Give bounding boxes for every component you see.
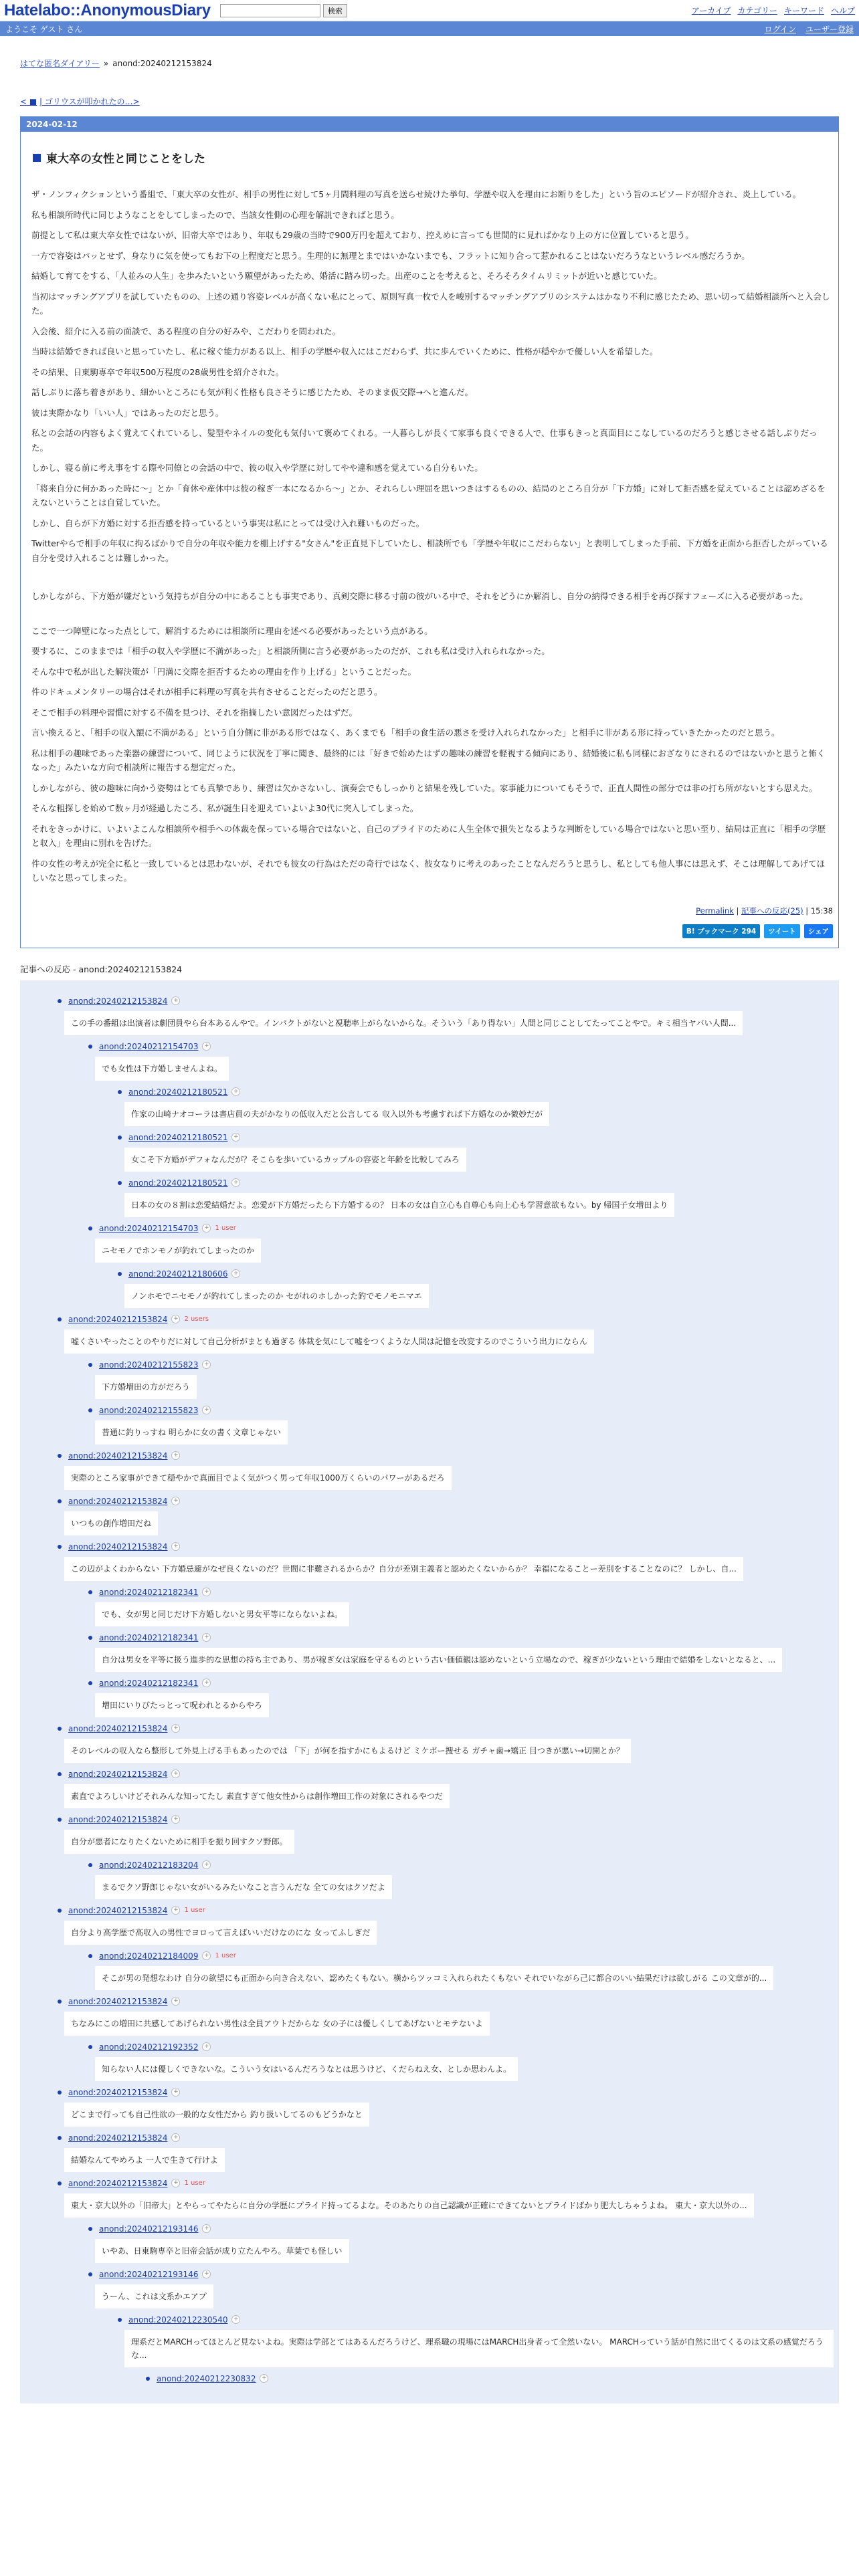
reaction-meta <box>146 2374 834 2383</box>
reaction-item <box>88 1224 834 1263</box>
breadcrumb <box>20 58 839 69</box>
bullet-icon <box>58 1909 62 1913</box>
reaction-meta <box>88 2270 834 2279</box>
reaction-excerpt: ノンホモでニセモノが釣れてしまったのか セがれのホしかった釣でモノモニマエ <box>124 1284 429 1308</box>
bullet-icon <box>88 2045 92 2049</box>
reaction-link[interactable]: anond:20240212154703 <box>99 1041 199 1051</box>
reaction-meta <box>58 1542 834 1551</box>
bullet-icon <box>118 1181 122 1185</box>
prev-link[interactable]: < ■ <box>20 97 37 106</box>
entry-paragraph: 前提として私は東大卒女性ではないが、旧帝大卒ではあり、年収も29歳の当時で900万円を超えており、控えめに言っても世間的に見ればかなり上の方に位置していると思う。 <box>31 230 694 240</box>
reaction-excerpt: 実際のところ家事ができて穏やかで真面目でよく気がつく男って年収1000万くらいのパワーがあるだろ <box>64 1466 452 1490</box>
reaction-link[interactable]: anond:20240212182341 <box>99 1587 199 1597</box>
entry-paragraph: その結果、日東駒専卒で年収500万程度の28歳男性を紹介された。 <box>31 366 284 377</box>
add-star-icon[interactable]: + <box>171 2088 180 2097</box>
entry-footer: Permalink | 記事への反応(25) | 15:38 <box>696 905 833 916</box>
reaction-meta <box>88 2224 834 2234</box>
reaction-excerpt: ちなみにこの増田に共感してあげられない男性は全員アウトだからな 女の子には優しくしてあげないとモテないよ <box>64 2012 490 2036</box>
bullet-icon <box>118 1272 122 1276</box>
entry-paragraph: そんな粗探しを始めて数ヶ月が経過したころ、私が誕生日を迎えていよいよ30代に突入してしまった。 <box>31 803 419 813</box>
bullet-icon <box>58 2000 62 2004</box>
reaction-excerpt: この辺がよくわからない 下方婚忌避がなぜ良くないのだ？世間に非難されるからか？自分が差別主義者と認めたくないからか？ 幸福になることー差別をすることなのに？ しかし、自... <box>64 1557 743 1581</box>
entry-paragraph: 入会後、紹介に入る前の面談で、ある程度の自分の好みや、こだわりを問われた。 <box>31 326 341 336</box>
bullet-icon <box>58 1772 62 1776</box>
reaction-meta <box>88 1406 834 1415</box>
reaction-link[interactable]: anond:20240212153824 <box>68 2178 168 2188</box>
reaction-meta <box>58 1451 834 1461</box>
reaction-item <box>58 1769 834 1808</box>
reaction-link[interactable]: anond:20240212153824 <box>68 1451 168 1461</box>
user-count-badge[interactable]: 1 user <box>184 1907 205 1914</box>
add-star-icon[interactable]: + <box>202 1588 211 1596</box>
add-star-icon[interactable]: + <box>171 1497 180 1505</box>
add-star-icon[interactable]: + <box>202 1951 211 1960</box>
reaction-link[interactable]: anond:20240212153824 <box>68 1314 168 1324</box>
breadcrumb-current: anond:20240212153824 <box>112 59 212 68</box>
reaction-excerpt: そこが男の発想なわけ 自分の欲望にも正面から向き合えない、認めたくもない。横からツッコミ入れられたくもない それでいながら己に都合のいい結果だけは欲しがる この文章が的... <box>95 1966 773 1990</box>
user-count-badge[interactable]: 1 user <box>184 2179 205 2187</box>
reaction-excerpt: ニセモノでホンモノが釣れてしまったのか <box>95 1239 261 1263</box>
reaction-item <box>58 1724 834 1763</box>
search-input[interactable] <box>220 4 320 17</box>
reaction-meta <box>58 996 834 1006</box>
breadcrumb-separator: » <box>103 59 109 68</box>
add-star-icon[interactable]: + <box>202 2270 211 2278</box>
reaction-link[interactable]: anond:20240212192352 <box>99 2042 199 2052</box>
reaction-link[interactable]: anond:20240212180521 <box>128 1178 228 1188</box>
bullet-icon <box>58 2090 62 2095</box>
reaction-meta <box>58 1815 834 1824</box>
reaction-meta <box>88 1951 834 1961</box>
add-star-icon[interactable]: + <box>171 1724 180 1733</box>
reaction-link[interactable]: anond:20240212184009 <box>99 1951 199 1961</box>
reaction-excerpt: 嘘くさいやったことのやりだに対して自己分析がまとも過ぎる 体裁を気にして嘘をつくような人間は記憶を改変するのでこういう出力にならん <box>64 1329 594 1354</box>
add-star-icon[interactable]: + <box>202 1860 211 1869</box>
reaction-excerpt: 知らない人には優しくできないな。こういう女はいるんだろうなとは思うけど、くだらねえ女、としか思わんよ。 <box>95 2057 518 2081</box>
reaction-meta <box>88 1860 834 1870</box>
reaction-item <box>58 2133 834 2172</box>
entry-paragraph: 「将来自分に何かあった時に〜」とか「育休や産休中は彼の稼ぎ一本になるから〜」とか、それらしい理屈を思いつきはするものの、結局のところ自分が「下方婚」に対して拒否感を覚えていることは認めざるをえないということは自覚していた。 <box>31 483 826 508</box>
bullet-icon <box>58 999 62 1003</box>
bullet-icon <box>58 1499 62 1503</box>
reaction-excerpt: 増田にいりびたっとって呪われとるからやろ <box>95 1693 269 1717</box>
add-star-icon[interactable]: + <box>171 2133 180 2142</box>
reaction-link[interactable]: anond:20240212153824 <box>68 2133 168 2143</box>
reaction-excerpt: 自分が悪者になりたくないために相手を振り回すクソ野郎。 <box>64 1830 294 1854</box>
reaction-excerpt: この手の番組は出演者は劇団員やら台本あるんやで。インパクトがないと視聴率上がらないからな。そういう「あり得ない」人間と同じことしてたってことやで。キミ相当ヤバい人間... <box>64 1011 743 1035</box>
entry-paragraph: 話しぶりに落ち着きがあり、細かいところにも気が利く性格も良さそうに感じたため、そのまま仮交際→へと進んだ。 <box>31 387 473 397</box>
add-star-icon[interactable]: + <box>202 1042 211 1051</box>
reaction-item <box>118 1087 834 1126</box>
reaction-link[interactable]: anond:20240212154703 <box>99 1223 199 1233</box>
add-star-icon[interactable]: + <box>231 2315 240 2324</box>
entry-paragraph: 結婚して育てをする、「人並みの人生」を歩みたいという願望があったため、婚活に踏み切った。出産のことを考えると、そろそろタイムリミットが近いと感じていた。 <box>31 271 662 281</box>
entry-paragraph: 私との会話の内容もよく覚えてくれているし、髪型やネイルの変化も気付いて褒めてくれる。一人暮らしが長くて家事も良くできる人で、仕事もきっと真面目にこなしているのだろうと感じさせる話しぶりだった。 <box>31 428 818 453</box>
reaction-item <box>58 1497 834 1535</box>
reaction-item <box>88 1951 834 1990</box>
title-square-icon <box>33 154 41 162</box>
nav-archive[interactable]: アーカイブ <box>691 6 731 15</box>
reaction-item <box>118 1133 834 1172</box>
entry-paragraph: 一方で容姿はパッとせず、身なりに気を使ってもお下の上程度だと思う。生理的に無理とまではいかないまでも、フラットに知り合って惹かれることはないだろうなというレベル感だろうか。 <box>31 250 750 261</box>
bullet-icon <box>88 1590 92 1594</box>
bullet-icon <box>88 1408 92 1412</box>
reaction-item <box>88 1860 834 1899</box>
reaction-item <box>58 1997 834 2036</box>
reaction-link[interactable]: anond:20240212153824 <box>68 1996 168 2006</box>
reaction-meta <box>118 1087 834 1097</box>
reaction-item <box>146 2374 834 2383</box>
entry-title[interactable] <box>33 149 833 166</box>
bullet-icon <box>58 1317 62 1321</box>
reaction-excerpt: いつもの創作増田だね <box>64 1511 158 1535</box>
entry-time: 15:38 <box>810 905 833 916</box>
reaction-item <box>58 1315 834 1354</box>
bullet-icon <box>88 1226 92 1230</box>
add-star-icon[interactable]: + <box>171 2179 180 2187</box>
add-star-icon[interactable]: + <box>202 1224 211 1232</box>
entry-paragraph: 件のドキュメンタリーの場合はそれが相手に料理の写真を共有させることだったのだと思う。 <box>31 687 383 697</box>
bullet-icon <box>146 2377 150 2381</box>
entry-paragraph: ここで一つ障壁になった点として、解消するためには相談所に理由を述べる必要があったという点がある。 <box>31 625 433 636</box>
add-star-icon[interactable]: + <box>171 1997 180 2006</box>
bullet-icon <box>88 1681 92 1685</box>
bullet-icon <box>88 1863 92 1867</box>
login-link[interactable]: ログイン <box>764 24 796 34</box>
reaction-excerpt: 下方婚増田の方がだろう <box>95 1375 197 1399</box>
add-star-icon[interactable]: + <box>231 1269 240 1278</box>
reaction-item <box>58 1815 834 1854</box>
reaction-link[interactable]: anond:20240212155823 <box>99 1360 199 1370</box>
tweet-button[interactable]: ツイート <box>764 924 799 938</box>
reaction-meta <box>58 1724 834 1733</box>
reaction-link[interactable]: anond:20240212230540 <box>128 2315 228 2325</box>
reaction-item <box>88 1406 834 1444</box>
reaction-item <box>58 2088 834 2127</box>
bullet-icon <box>88 1636 92 1640</box>
reactions-tree <box>20 980 839 2403</box>
reaction-link[interactable]: anond:20240212153824 <box>68 1905 168 1915</box>
nav-help[interactable]: ヘルプ <box>830 6 855 15</box>
entry-body <box>21 132 838 948</box>
bullet-icon <box>88 2227 92 2231</box>
bullet-icon <box>88 1363 92 1367</box>
next-link[interactable]: | ゴリウスが叩かれたの…> <box>39 97 140 106</box>
reaction-meta <box>88 1679 834 1688</box>
reaction-item <box>88 1633 834 1672</box>
reaction-excerpt: いやあ、日東駒専卒と旧帝会話が成り立たんやろ。草葉でも怪しい <box>95 2239 349 2263</box>
reaction-item <box>88 1360 834 1399</box>
entry-paragraph: そこで相手の料理や習慣に対する不備を見つけ、それを指摘したい意図だったはずだ。 <box>31 707 358 718</box>
breadcrumb-home[interactable]: はてな匿名ダイアリー <box>20 59 100 68</box>
nav-category[interactable]: カテゴリー <box>737 6 777 15</box>
prev-next-nav <box>20 96 839 107</box>
entry-paragraph: しかし、寝る前に考え事をする際や同僚との会話の中で、彼の収入や学歴に対してやや違和感を覚えている自分もいた。 <box>31 463 483 473</box>
entry-paragraph: 彼は実際かなり「いい人」ではあったのだと思う。 <box>31 407 224 418</box>
share-buttons <box>26 924 833 941</box>
reaction-excerpt: 自分は男女を平等に扱う進歩的な思想の持ち主であり、男が稼ぎ女は家庭を守るものという古い価値観は認めないという立場なので、稼ぎが少ないという理由で結婚をしないとなると、... <box>95 1648 782 1672</box>
reaction-meta <box>88 1633 834 1642</box>
reaction-link[interactable]: anond:20240212153824 <box>68 996 168 1006</box>
add-star-icon[interactable]: + <box>231 1087 240 1096</box>
bullet-icon <box>58 2136 62 2140</box>
reaction-excerpt: でも、女が男と同じだけ下方婚しないと男女平等にならないよね。 <box>95 1602 349 1626</box>
entry-paragraph: しかし、自らが下方婚に対する拒否感を持っているという事実は私にとっては受け入れ難いものだった。 <box>31 518 425 528</box>
reaction-link[interactable]: anond:20240212193146 <box>99 2224 199 2234</box>
reaction-meta <box>88 1224 834 1233</box>
main-content <box>0 58 859 2403</box>
user-count-badge[interactable]: 1 user <box>215 1224 236 1232</box>
entry-paragraph: 当時は結婚できれば良いと思っていたし、私に稼ぐ能力がある以上、相手の学歴や収入にはこだわらず、共に歩んでいくために、性格が穏やかで優しい人を希望した。 <box>31 346 658 356</box>
reaction-excerpt: 素直でよろしいけどそれみんな知ってたし 素直すぎて他女性からは創作増田工作の対象にされるやつだ <box>64 1784 450 1808</box>
bullet-icon <box>58 1727 62 1731</box>
bullet-icon <box>88 1045 92 1049</box>
entry-paragraph: 言い換えると、「相手の収入額に不満がある」という自分側に非がある形ではなく、あくまでも「相手の食生活の悪さを受け入れられなかった」と相手に非がある形に持っていきたかったのだと思う。 <box>31 728 780 738</box>
reaction-excerpt: 東大・京大以外の「旧帝大」とやらってやたらに自分の学歴にプライド持ってるよな。そのあたりの自己認識が正確にできてないとプライドばかり肥大しちゃうよね。 東大・京大以外の... <box>64 2193 754 2218</box>
entry-paragraph: 私は相手の趣味であった楽器の練習について、同じように状況を丁寧に聞き、最終的には「好きで始めたはずの趣味の練習を軽視する傾向にあり、結婚後に私も同様におざなりにされるのではないかと思うと怖くなった」みたいな方向で相談所に報告する想定だった。 <box>31 748 826 772</box>
bullet-icon <box>58 1454 62 1458</box>
add-star-icon[interactable]: + <box>202 1406 211 1414</box>
reaction-excerpt: 自分より高学歴で高収入の男性でヨロって言えばいいだけなのにな 女ってふしぎだ <box>64 1921 377 1945</box>
reaction-link[interactable]: anond:20240212180521 <box>128 1087 228 1097</box>
entry-paragraph: それをきっかけに、いよいよこんな相談所や相手への体裁を保っている場合ではないと、自己のプライドのために人生全体で損失となるような判断をしている場合ではないと思い至り、結局は正直に「相手の学歴と収入」を理由に別れを告げた。 <box>31 823 826 848</box>
reaction-meta <box>88 1588 834 1597</box>
reaction-item <box>58 996 834 1035</box>
reaction-link[interactable]: anond:20240212153824 <box>68 1496 168 1506</box>
reaction-excerpt: 作家の山崎ナオコーラは書店員の夫がかなりの低収入だと公言してる 収入以外も考慮すれば下方婚なのか微妙だが <box>124 1102 549 1126</box>
reaction-item <box>88 1588 834 1626</box>
reaction-meta <box>58 1497 834 1506</box>
bullet-icon <box>88 1954 92 1958</box>
reaction-meta <box>118 1269 834 1279</box>
reaction-link[interactable]: anond:20240212180606 <box>128 1269 228 1279</box>
reaction-meta <box>58 1906 834 1915</box>
bullet-icon <box>58 1545 62 1549</box>
add-star-icon[interactable]: + <box>231 1133 240 1142</box>
reaction-item <box>118 1269 834 1308</box>
reaction-item <box>88 2042 834 2081</box>
permalink-link[interactable]: Permalink <box>696 905 734 916</box>
reaction-item <box>58 1542 834 1581</box>
facebook-share-button[interactable]: シェア <box>804 924 833 938</box>
hatena-bookmark-button[interactable]: B! ブックマーク 294 <box>682 924 760 938</box>
entry-title-text: 東大卒の女性と同じことをした <box>46 152 205 166</box>
add-star-icon[interactable]: + <box>202 1633 211 1642</box>
entry-paragraph: 当初はマッチングアプリを試していたものの、上述の通り容姿レベルが高くない私にとって、原則写真一枚で人を峻別するマッチングアプリのシステムはかなり不利に感じたため、思い切って結婚相談所へと入会した。 <box>31 291 830 316</box>
reaction-excerpt: そのレベルの収入なら整形して外見上げる手もあったのでは 「下」が何を指すかにもよるけど ミケポー捜せる ガチャ歯→矯正 目つきが悪い→切開とか？ <box>64 1739 631 1763</box>
reaction-meta <box>118 1133 834 1142</box>
add-star-icon[interactable]: + <box>171 1451 180 1460</box>
entry-paragraph: Twitterやらで相手の年収に拘るばかりで自分の年収や能力を棚上げする"女さん"を正直見下していたし、相談所でも「学歴や年収にこだわらない」と表明してしまった手前、下方婚を正面から拒否したがっている自分を受け入れることは難しかった。 <box>31 538 828 563</box>
reactions-link[interactable]: 記事への反応(25) <box>741 905 803 916</box>
reaction-excerpt: 理系だとMARCHってほとんど見ないよね。実際は学部とてはあるんだろうけど、理系職の現場にはMARCH出身者って全然いない。 MARCHっていう話が自然に出てくるのは文系の感覚だろうな... <box>124 2330 834 2367</box>
bullet-icon <box>58 2181 62 2185</box>
reaction-excerpt: 結婚なんてやめろよ 一人で生きて行けよ <box>64 2148 225 2172</box>
reaction-excerpt: でも女性は下方婚しませんよね。 <box>95 1057 229 1081</box>
reaction-link[interactable]: anond:20240212180521 <box>128 1132 228 1142</box>
bullet-icon <box>118 1136 122 1140</box>
reaction-excerpt: まるでクソ野郎じゃない女がいるみたいなこと言うんだな 全ての女はクソだよ <box>95 1875 392 1899</box>
reaction-meta <box>58 1769 834 1779</box>
nav-keyword[interactable]: キーワード <box>783 6 824 15</box>
reaction-item <box>118 2315 834 2367</box>
reaction-link[interactable]: anond:20240212153824 <box>68 1541 168 1551</box>
reaction-link[interactable]: anond:20240212182341 <box>99 1678 199 1688</box>
reaction-link[interactable]: anond:20240212153824 <box>68 1723 168 1733</box>
bullet-icon <box>58 1818 62 1822</box>
reaction-meta <box>58 2133 834 2143</box>
reaction-meta <box>88 1360 834 1370</box>
user-bar <box>0 21 859 36</box>
entry-paragraph: 私も相談所時代に同じようなことをしてしまったので、当該女性側の心理を解説できればと思う。 <box>31 209 399 220</box>
reaction-meta <box>58 2179 834 2188</box>
reaction-excerpt: うーん、これは文系かエアプ <box>95 2284 213 2309</box>
add-star-icon[interactable]: + <box>171 1769 180 1778</box>
top-bar <box>0 0 859 21</box>
add-star-icon[interactable]: + <box>231 1178 240 1187</box>
entry-paragraph: しかしながら、彼の趣味に向かう姿勢はとても真摯であり、練習は欠かさないし、演奏会でもしっかりと結果を残していた。家事能力についてもそうで、正直人間性の部分では非の打ち所がないとすら思えた。 <box>31 782 818 793</box>
reaction-meta <box>118 2315 834 2325</box>
reaction-item <box>118 1178 834 1217</box>
reaction-item <box>58 1906 834 1945</box>
bullet-icon <box>88 2272 92 2276</box>
reaction-meta <box>118 1178 834 1188</box>
greeting-text: ようこそ ゲスト さん <box>5 24 83 34</box>
add-star-icon[interactable]: + <box>202 2042 211 2051</box>
reaction-excerpt: 普通に釣りっすね 明らかに女の書く文章じゃない <box>95 1420 288 1444</box>
entry-paragraph: そんな中で私が出した解決策が「円満に交際を拒否するための理由を作り上げる」ということだった。 <box>31 666 417 677</box>
reaction-item <box>88 2270 834 2309</box>
reaction-excerpt: 日本の女の８割は恋愛結婚だよ。恋愛が下方婚だったら下方婚するの？ 日本の女は自立心も自尊心も向上心も学習意欲もない。by 帰国子女増田より <box>124 1193 674 1217</box>
reactions-heading: 記事への反応 - anond:20240212153824 <box>20 964 183 974</box>
reaction-meta <box>88 1042 834 1051</box>
reaction-link[interactable]: anond:20240212153824 <box>68 1769 168 1779</box>
reaction-link[interactable]: anond:20240212230832 <box>157 2373 256 2383</box>
add-star-icon[interactable]: + <box>171 996 180 1005</box>
entry-paragraphs <box>26 187 833 885</box>
add-star-icon[interactable]: + <box>171 1815 180 1824</box>
add-star-icon[interactable]: + <box>202 2224 211 2233</box>
reaction-meta <box>58 2088 834 2097</box>
reaction-excerpt: 女こそ下方婚がデフォなんだが？そこらを歩いているカップルの容姿と年齢を比較してみろ <box>124 1148 466 1172</box>
add-star-icon[interactable]: + <box>171 1542 180 1551</box>
register-link[interactable]: ユーザー登録 <box>805 24 854 34</box>
reaction-meta <box>58 1315 834 1324</box>
add-star-icon[interactable]: + <box>171 1315 180 1323</box>
diary-entry <box>20 116 839 948</box>
site-logo[interactable]: Hatelabo::AnonymousDiary <box>4 1 211 19</box>
entry-paragraph: 要するに、このままでは「相手の収入や学歴に不満があった」と相談所側に言う必要があったのだが、これも私は受け入れられなかった。 <box>31 646 550 656</box>
entry-date: 2024-02-12 <box>21 117 838 132</box>
reaction-link[interactable]: anond:20240212182341 <box>99 1632 199 1642</box>
search-button[interactable]: 検索 <box>323 4 347 17</box>
bullet-icon <box>118 1090 122 1094</box>
reaction-excerpt: どこまで行っても自己性欲の一般的な女性だから 釣り扱いしてるのもどうかなと <box>64 2103 369 2127</box>
reaction-meta <box>88 2042 834 2052</box>
reaction-link[interactable]: anond:20240212193146 <box>99 2269 199 2279</box>
user-count-badge[interactable]: 2 users <box>184 1315 209 1323</box>
add-star-icon[interactable]: + <box>171 1906 180 1915</box>
top-nav <box>692 5 855 16</box>
entry-paragraph: しかしながら、下方婚が嫌だという気持ちが自分の中にあることも事実であり、真剣交際に移る寸前の彼がいる中で、それをどうにか解消し、自分の納得できる相手を再び探すフェーズに入る必要があった。 <box>31 591 808 601</box>
reaction-meta <box>58 1997 834 2006</box>
entry-paragraph: ザ・ノンフィクションという番組で、「東大卒の女性が、相手の男性に対して5ヶ月間料理の写真を送らせ続けた挙句、学歴や収入を理由にお断りをした」という旨のエピソードが紹介され、炎上している。 <box>31 189 801 199</box>
reaction-link[interactable]: anond:20240212183204 <box>99 1860 199 1870</box>
reaction-item <box>88 1679 834 1717</box>
add-star-icon[interactable]: + <box>202 1679 211 1687</box>
add-star-icon[interactable]: + <box>202 1360 211 1369</box>
entry-paragraph: 件の女性の考えが完全に私と一致しているとは思わないが、それでも彼女の行為はただの奇行ではなく、彼女なりに考えのあったことなんだろうと思うし、私としても他人事には思えず、そこは理解してあげてほしいなと思ってしまった。 <box>31 858 826 883</box>
reaction-item <box>88 2224 834 2263</box>
reaction-link[interactable]: anond:20240212153824 <box>68 1814 168 1824</box>
reaction-link[interactable]: anond:20240212155823 <box>99 1405 199 1415</box>
add-star-icon[interactable]: + <box>260 2374 268 2383</box>
reaction-item <box>58 1451 834 1490</box>
reaction-item <box>88 1042 834 1081</box>
user-count-badge[interactable]: 1 user <box>215 1952 236 1959</box>
reaction-item <box>58 2179 834 2218</box>
bullet-icon <box>118 2318 122 2322</box>
reaction-link[interactable]: anond:20240212153824 <box>68 2087 168 2097</box>
